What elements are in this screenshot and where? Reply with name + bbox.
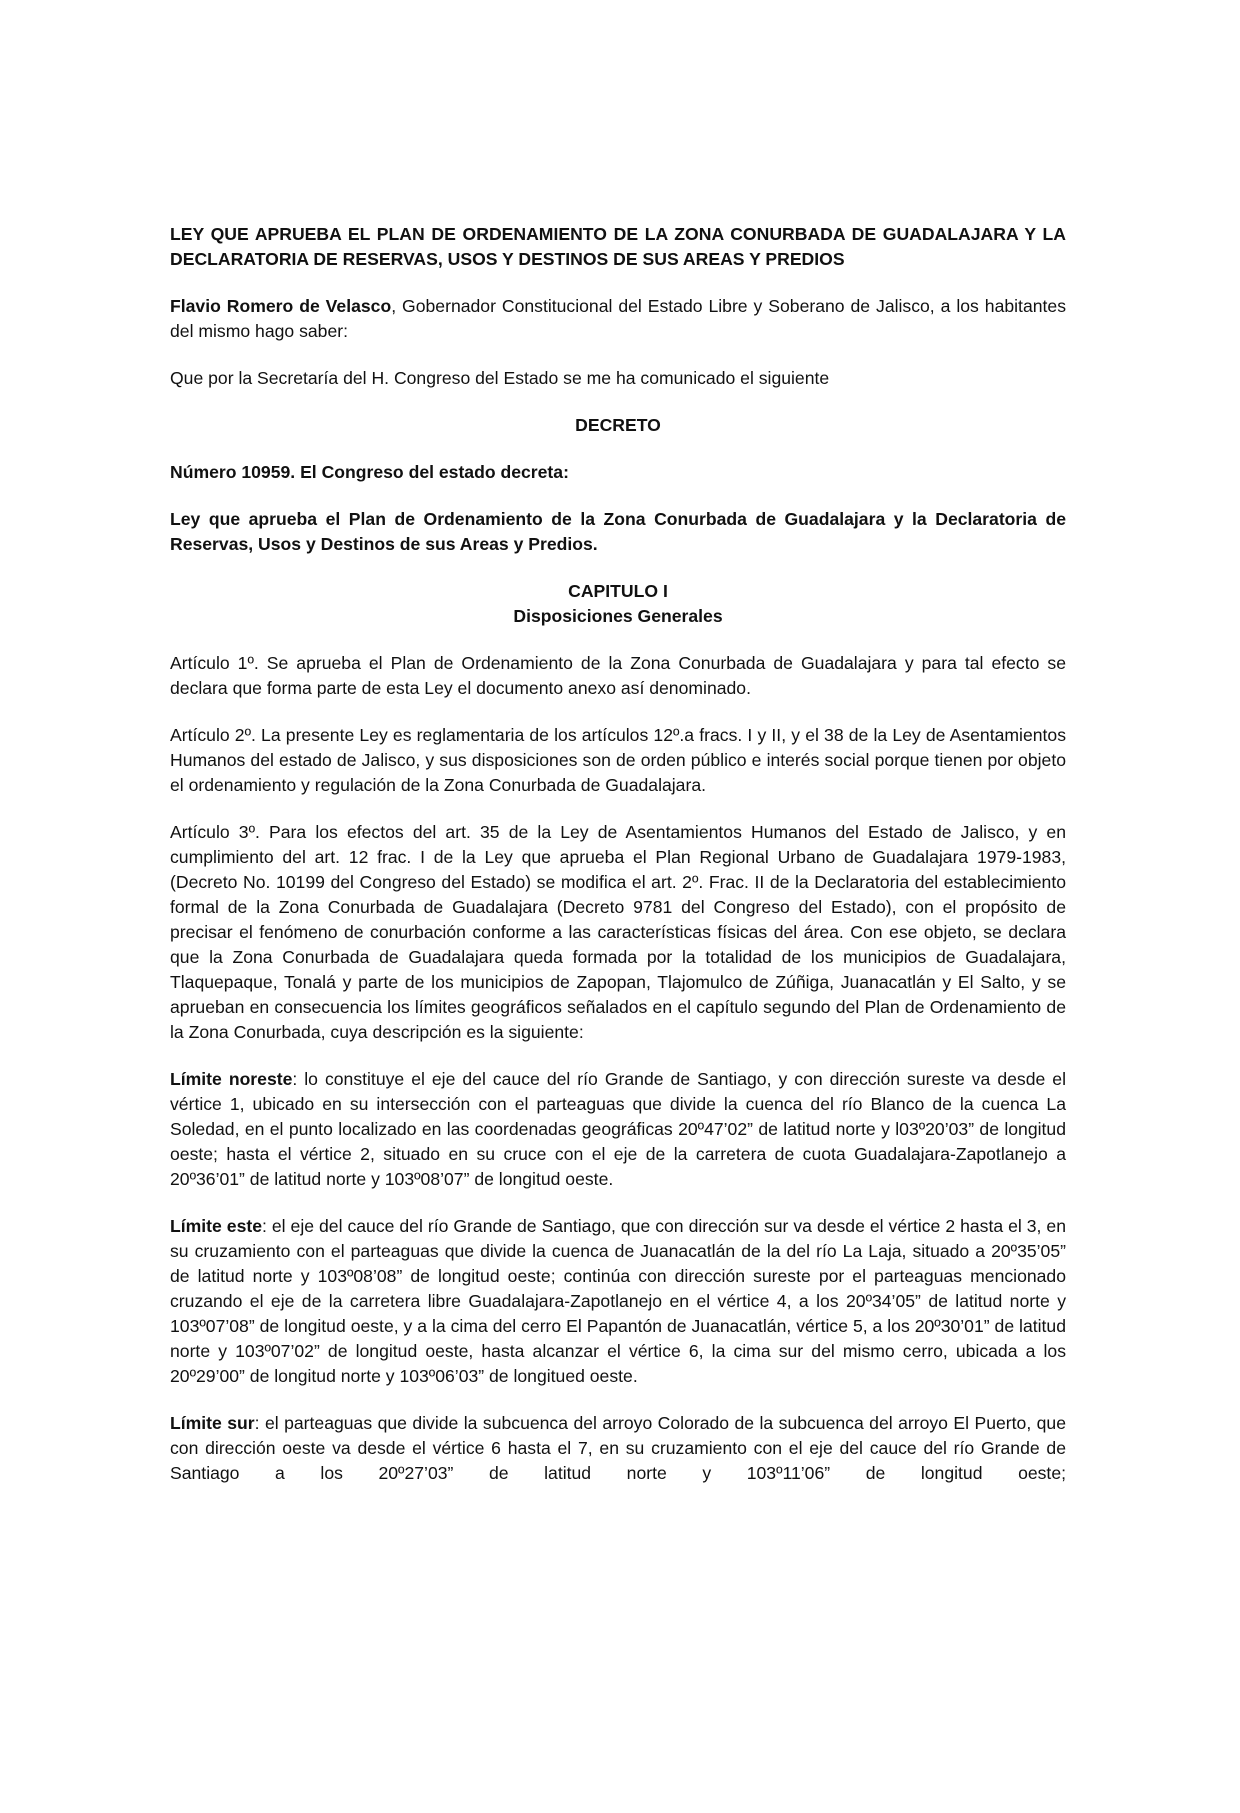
communicated-paragraph: Que por la Secretaría del H. Congreso del Estado se me ha comunicado el siguiente [170,368,830,388]
document-page [170,222,1066,1486]
limit-south-text: : el parteaguas que divide la subcuenca del arroyo Colorado de la subcuenca del arroyo El Puerto, que con dirección oeste va desde el vértice 6 hasta el 7, en su cruzamiento con el eje del cauce del río Grande de Santiago a los 20º27’03” de latitud norte y 103º11’06” de longitud oeste; [170,1413,1067,1483]
intro-paragraph [170,294,1066,344]
chapter-heading [170,579,1066,629]
article-3: Artículo 3º. Para los efectos del art. 35 de la Ley de Asentamientos Humanos del Estado de Jalisco, y en cumplimiento del art. 12 frac. I de la Ley que aprueba el Plan Regional Urbano de Guadalajara 1979-1983, (Decreto No. 10199 del Congreso del Estado) se modifica el art. 2º. Frac. II de la Declaratoria del establecimiento formal de la Zona Conurbada de Guadalajara (Decreto 9781 del Congreso del Estado), con el propósito de precisar el fenómeno de conurbación conforme a las características físicas del área. Con ese objeto, se declara que la Zona Conurbada de Guadalajara queda formada por la totalidad de los municipios de Guadalajara, Tlaquepaque, Tonalá y parte de los municipios de Zapopan, Tlajomulco de Zúñiga, Juanacatlán y El Salto, y se aprueban en consecuencia los límites geográficos señalados en el capítulo segundo del Plan de Ordenamiento de la Zona Conurbada, cuya descripción es la siguiente: [170,822,1066,1042]
chapter-name: Disposiciones Generales [513,606,723,626]
chapter-number: CAPITULO I [568,581,668,601]
limit-northeast [170,1067,1066,1192]
limit-east-text: : el eje del cauce del río Grande de Santiago, que con dirección sur va desde el vértice 2 hasta el 3, en su cruzamiento con el parteaguas que divide la cuenca de Juanacatlán de la del río La Laja, situado a 20º35’05” de latitud norte y 103º08’08” de longitud oeste; continúa con dirección sureste por el parteaguas mencionado cruzando el eje de la carretera libre Guadalajara-Zapotlanejo en el vértice 4, a los 20º34’05” de latitud norte y 103º07’08” de longitud oeste, y a la cima del cerro El Papantón de Juanacatlán, vértice 5, a los 20º30’01” de latitud norte y 103º07’02” de longitud oeste, hasta alcanzar el vértice 6, la cima sur del mismo cerro, ubicada a los 20º29’00” de longitud norte y 103º06’03” de longitued oeste. [170,1216,1066,1386]
decree-number: Número 10959. El Congreso del estado decreta: [170,462,569,482]
article-1: Artículo 1º. Se aprueba el Plan de Ordenamiento de la Zona Conurbada de Guadalajara y para tal efecto se declara que forma parte de esta Ley el documento anexo así denominado. [170,653,1066,698]
law-title: Ley que aprueba el Plan de Ordenamiento de la Zona Conurbada de Guadalajara y la Declaratoria de Reservas, Usos y Destinos de sus Areas y Predios. [170,509,1066,554]
limit-south-label: Límite sur [170,1413,255,1433]
governor-name: Flavio Romero de Velasco [170,296,392,316]
limit-south [170,1411,1066,1486]
limit-northeast-text: : lo constituye el eje del cauce del río Grande de Santiago, y con dirección sureste va desde el vértice 1, ubicado en su intersección con el parteaguas que divide la cuenca del río Blanco de la cuenca La Soledad, en el punto localizado en las coordenadas geográficas 20º47’02” de latitud norte y l03º20’03” de longitud oeste; hasta el vértice 2, situado en su cruce con el eje de la carretera de cuota Guadalajara-Zapotlanejo a 20º36’01” de latitud norte y 103º08’07” de longitud oeste. [170,1069,1066,1189]
decree-heading: DECRETO [575,415,661,435]
limit-east [170,1214,1066,1389]
limit-east-label: Límite este [170,1216,263,1236]
limit-northeast-label: Límite noreste [170,1069,293,1089]
article-2: Artículo 2º. La presente Ley es reglamentaria de los artículos 12º.a fracs. I y II, y el 38 de la Ley de Asentamientos Humanos del estado de Jalisco, y sus disposiciones son de orden público e interés social porque tienen por objeto el ordenamiento y regulación de la Zona Conurbada de Guadalajara. [170,725,1066,795]
intro-text: , Gobernador Constitucional del Estado Libre y Soberano de Jalisco, a los habitantes del mismo hago saber: [170,296,1066,341]
document-title: LEY QUE APRUEBA EL PLAN DE ORDENAMIENTO DE LA ZONA CONURBADA DE GUADALAJARA Y LA DECLARATORIA DE RESERVAS, USOS Y DESTINOS DE SUS AREAS Y PREDIOS [170,224,1066,269]
